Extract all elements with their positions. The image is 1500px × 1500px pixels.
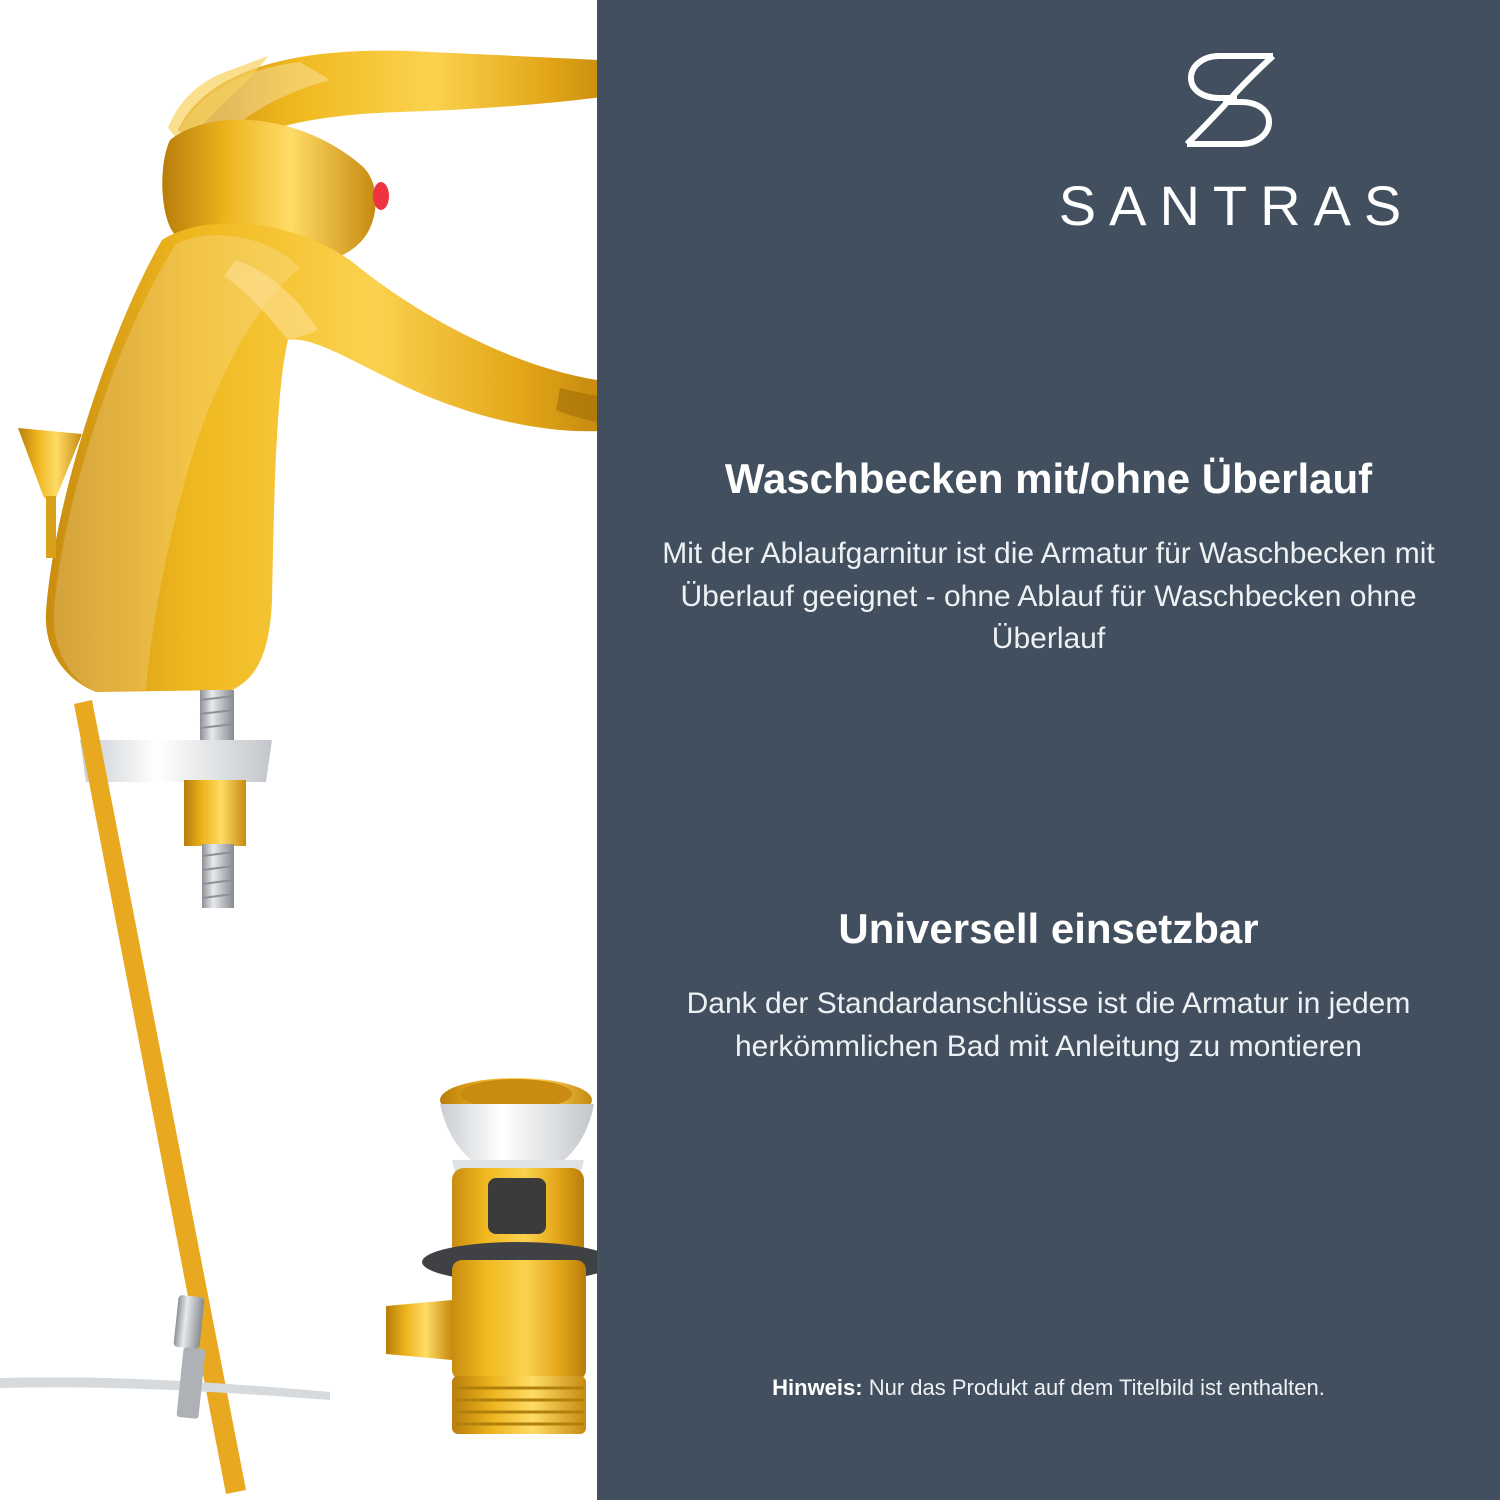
info-panel <box>597 0 1500 1500</box>
brand-block <box>1020 40 1440 237</box>
feature-block-1 <box>657 455 1440 661</box>
disclaimer-text: Nur das Produkt auf dem Titelbild ist enthalten. <box>868 1375 1325 1400</box>
hot-cold-indicator <box>373 182 389 210</box>
flexible-connection-hose <box>0 1295 330 1419</box>
disclaimer-note <box>657 1375 1440 1401</box>
feature-2-body: Dank der Standardanschlüsse ist die Armatur in jedem herkömmlichen Bad mit Anleitung zu montieren <box>686 987 1411 1063</box>
feature-block-2 <box>657 905 1440 1068</box>
drain-side-inlet <box>386 1300 452 1360</box>
feature-2-headline: Universell einsetzbar <box>838 905 1259 952</box>
feature-1-headline: Waschbecken mit/ohne Überlauf <box>724 455 1373 502</box>
drain-overflow-slot <box>488 1178 546 1234</box>
brand-name: SANTRAS <box>1058 174 1415 237</box>
product-illustration <box>0 0 600 1500</box>
santras-s-monogram-icon <box>1175 40 1285 160</box>
tap-spout-body <box>46 223 600 692</box>
product-image-panel <box>0 0 600 1500</box>
feature-1-body: Mit der Ablaufgarnitur ist die Armatur für Waschbecken mit Überlauf geeignet - ohne Ablauf für Waschbecken ohne Überlauf <box>662 537 1435 656</box>
disclaimer-label: Hinweis: <box>772 1375 863 1400</box>
pop-up-waste-drain <box>386 1078 600 1434</box>
